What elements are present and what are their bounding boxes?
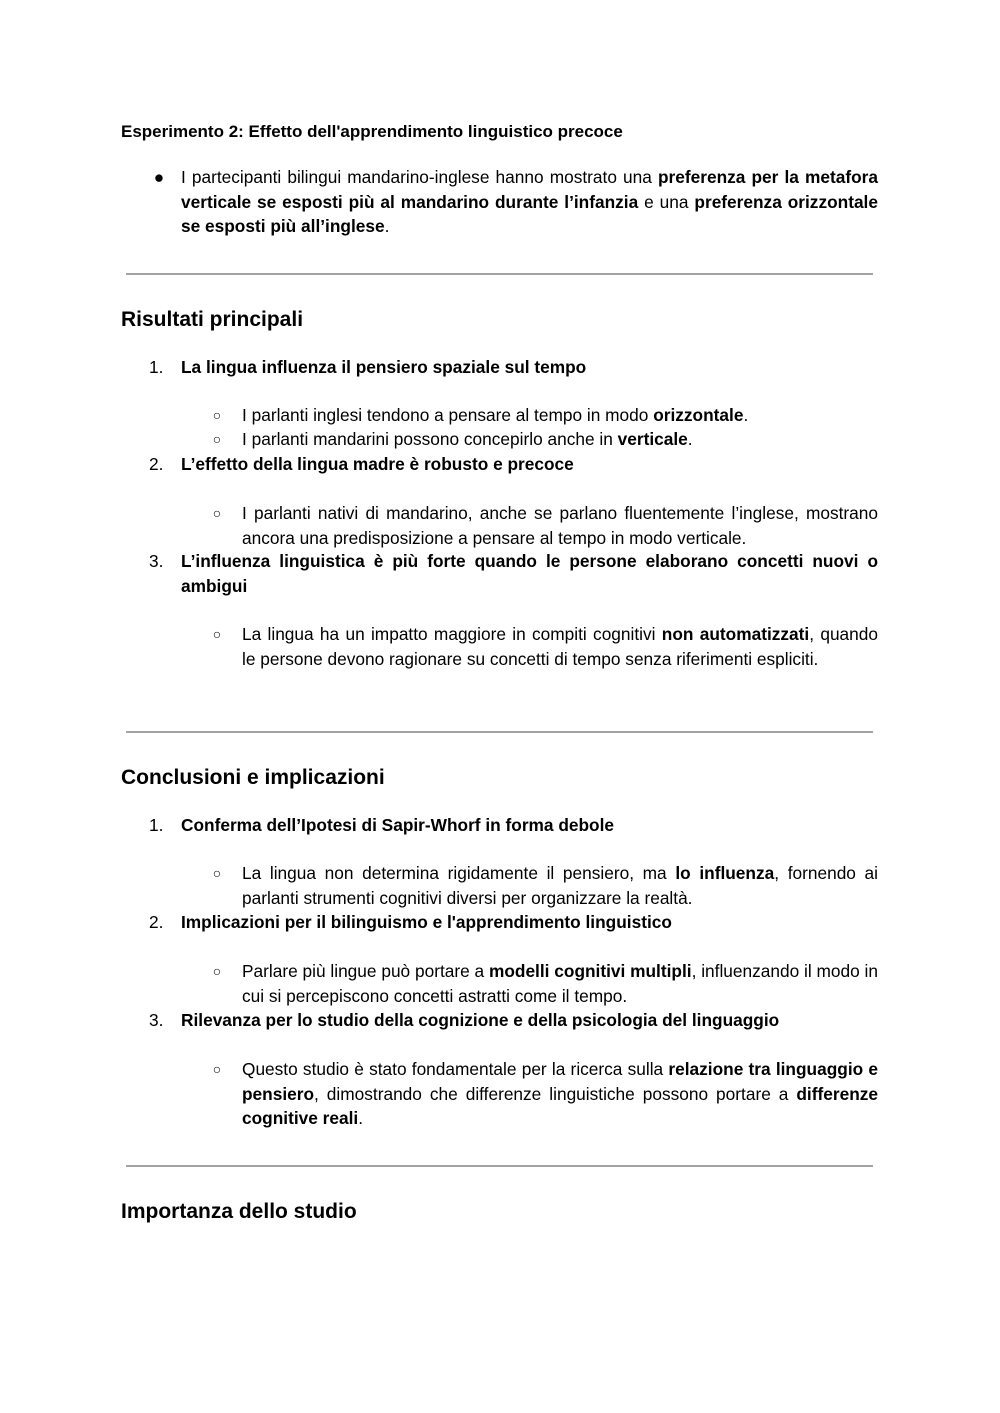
conclusioni-heading: Conclusioni e implicazioni xyxy=(121,766,385,789)
list-item-title: Conferma dell’Ipotesi di Sapir-Whorf in forma debole xyxy=(181,815,615,835)
list-number: 2. xyxy=(149,912,164,932)
importanza-heading: Importanza dello studio xyxy=(121,1200,357,1223)
experiment-2-heading: Esperimento 2: Effetto dell'apprendimento linguistico precoce xyxy=(121,122,623,141)
list-item-title: L’effetto della lingua madre è robusto e precoce xyxy=(181,454,574,474)
horizontal-rule xyxy=(126,1165,873,1167)
sub-list-item: I parlanti inglesi tendono a pensare al tempo in modo orizzontale. xyxy=(242,405,749,425)
sub-list-item: I parlanti mandarini possono concepirlo anche in verticale. xyxy=(242,429,693,449)
sub-list-item: I parlanti nativi di mandarino, anche se parlano fluentemente l’inglese, mostrano ancora una predisposizione a pensare al tempo in modo verticale. xyxy=(242,503,878,548)
circle-marker: ○ xyxy=(212,505,222,521)
sub-list-item: Questo studio è stato fondamentale per la ricerca sulla relazione tra linguaggio e pensiero, dimostrando che differenze linguistiche possono portare a differenze cognitive reali. xyxy=(242,1059,878,1128)
circle-marker: ○ xyxy=(212,626,222,642)
list-number: 2. xyxy=(149,454,164,474)
list-item-title: Implicazioni per il bilinguismo e l'apprendimento linguistico xyxy=(181,912,672,932)
horizontal-rule xyxy=(126,273,873,275)
list-item-title: L’influenza linguistica è più forte quando le persone elaborano concetti nuovi o ambigui xyxy=(181,551,878,596)
list-item-title: Rilevanza per lo studio della cognizione e della psicologia del linguaggio xyxy=(181,1010,780,1030)
horizontal-rule xyxy=(126,731,873,733)
sub-list-item: Parlare più lingue può portare a modelli cognitivi multipli, influenzando il modo in cui si percepiscono concetti astratti come il tempo. xyxy=(242,961,878,1006)
sub-list-item: La lingua non determina rigidamente il pensiero, ma lo influenza, fornendo ai parlanti strumenti cognitivi diversi per organizzare la realtà. xyxy=(242,863,879,908)
risultati-heading: Risultati principali xyxy=(121,308,304,331)
circle-marker: ○ xyxy=(212,407,222,423)
list-number: 1. xyxy=(149,815,164,835)
circle-marker: ○ xyxy=(212,865,222,881)
list-number: 3. xyxy=(149,551,164,571)
list-number: 1. xyxy=(149,357,164,377)
list-item-title: La lingua influenza il pensiero spaziale sul tempo xyxy=(181,357,587,377)
sub-list-item: La lingua ha un impatto maggiore in compiti cognitivi non automatizzati, quando le persone devono ragionare su concetti di tempo senza riferimenti espliciti. xyxy=(242,624,878,669)
circle-marker: ○ xyxy=(212,1061,222,1077)
list-number: 3. xyxy=(149,1010,164,1030)
circle-marker: ○ xyxy=(212,431,222,447)
bullet-marker: ● xyxy=(153,167,165,187)
experiment-2-bullet: I partecipanti bilingui mandarino-inglese hanno mostrato una preferenza per la metafora verticale se esposti più al mandarino durante l’infanzia e una preferenza orizzontale se esposti più all’inglese. xyxy=(181,167,878,236)
circle-marker: ○ xyxy=(212,963,222,979)
